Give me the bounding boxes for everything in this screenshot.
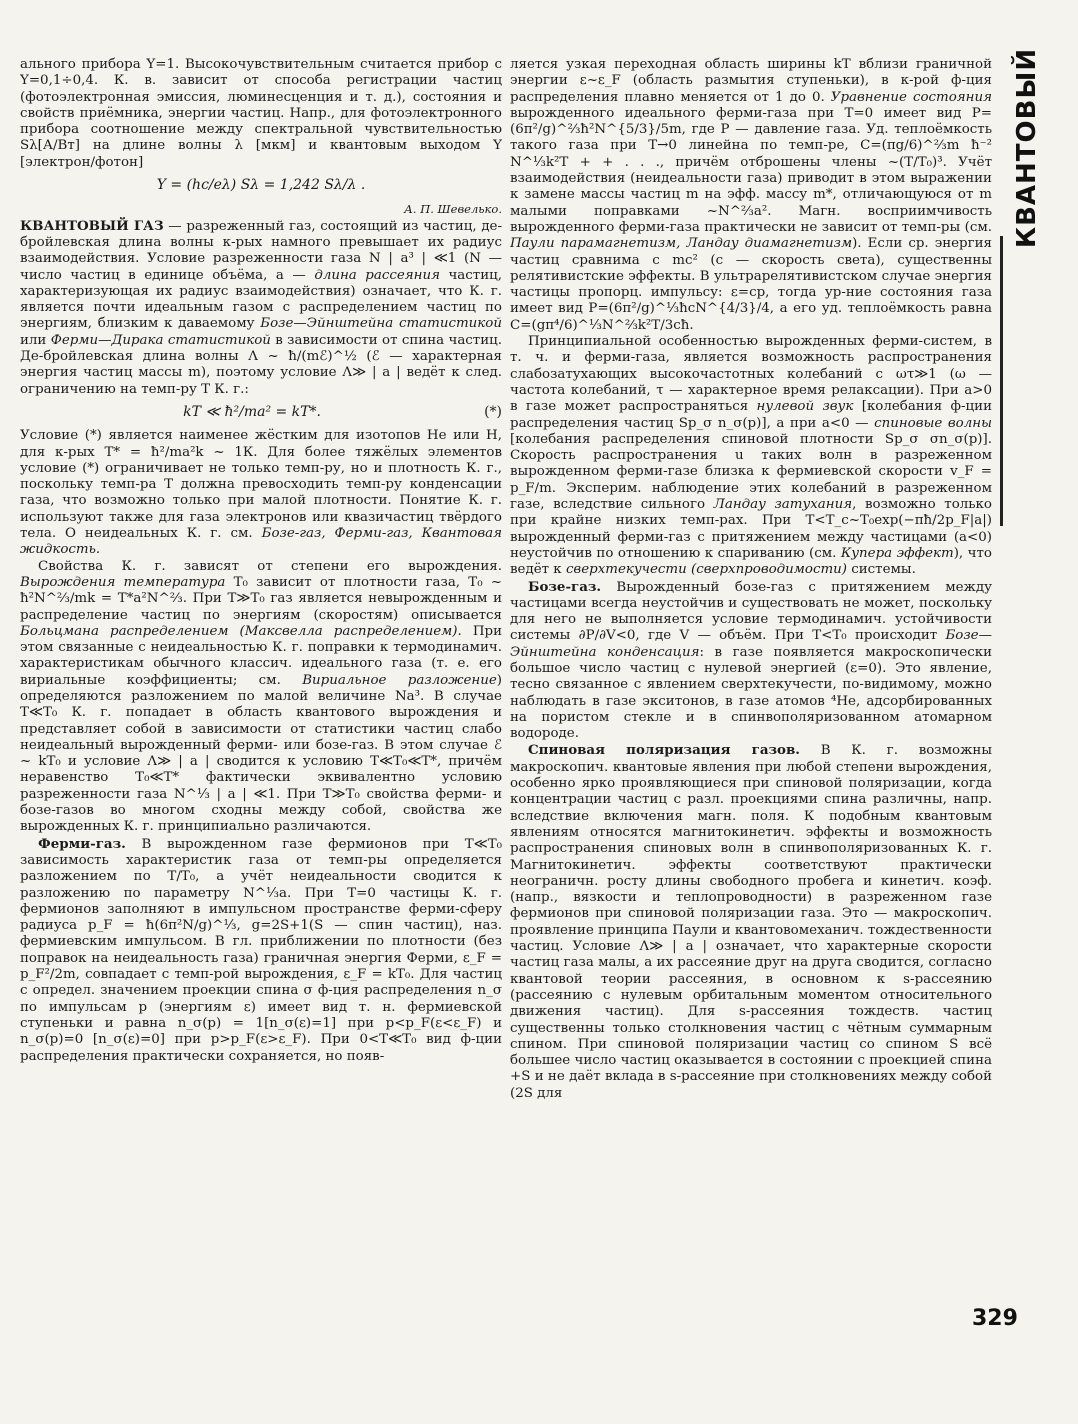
cross-ref: нулевой звук [756, 399, 854, 415]
cross-ref: Паули парамагнетизм, Ландау диамагнетизм [510, 236, 853, 252]
section-bose-gas [510, 579, 992, 743]
cross-ref: Больцмана распределением (Максвелла распределением). [20, 623, 462, 639]
formula-quantum-yield: Y = (hc/eλ) Sλ = 1,242 Sλ/λ . [156, 177, 366, 194]
text: ляется узкая переходная область ширины kT вблизи граничной энергии ε~ε_F (область размытия ступеньки), в к-рой ф-ция распределения плавно меняется от 1 до 0. [510, 57, 992, 105]
cross-ref: Бозе—Эйнштейна конденсация [510, 628, 992, 660]
text: [колебания ф-ции распределения частиц Sp_σ n_σ(p)], а при a<0 — [510, 399, 992, 431]
text: , возможно только при крайне низких темп-рах. При T<T_c~T₀exp(−πħ/2p_F|a|) вырожденный ферми-газ с притяжением между частицами (a<0) неустойчив по отношению к спариванию (см. [510, 497, 992, 561]
text: системы. [847, 562, 916, 578]
cross-ref: Ферми—Дирака статистикой [50, 332, 271, 348]
author-signature: А. П. Шевелько. [404, 202, 502, 217]
section-title: Бозе-газ. [528, 578, 602, 595]
text: или [20, 332, 51, 348]
paragraph [510, 334, 992, 578]
article-quantum-gas [20, 218, 502, 398]
text: : в газе появляется макроскопически большое число частиц с нулевой энергией (ε=0). Это явление, тесно связанное с явлением сверхтекучести, по-видимому, можно наблюдать в газе экситонов, в газе атомов ⁴He, адсорбированных на пористом стекле и в спинвополяризованном атомарном водороде. [510, 644, 992, 742]
section-spin-polarization [510, 742, 992, 1102]
text: ), что ведёт к [510, 545, 992, 578]
cross-ref: Купера эффект [840, 545, 954, 561]
cross-ref: Вырождения температура [20, 574, 226, 590]
paragraph [20, 559, 502, 836]
section-title: Спиновая поляризация газов. [528, 742, 800, 759]
text: Принципиальной особенностью вырожденных ферми-систем, в т. ч. и ферми-газа, является возможность распространения слабозатухающих высокочастотных колебаний с ωτ≫1 (ω — частота колебаний, τ — характерное время релаксации). При a>0 в газе может распространяться [510, 334, 992, 415]
text: ). Если ср. энергия частиц сравнима с mc² (c — скорость света), существенны релятивистские эффекты. В ультрарелятивистском случае энергия частицы пропорц. импульсу: ε=cp, тогда ур-ние состояния газа имеет вид P=(6π²/g)^⅓ħcN^{4/3}/4, а его уд. теплоёмкость равна C=(gπ⁴/6)^⅓N^⅔k²T/3cħ. [510, 236, 992, 333]
text: В К. г. возможны макроскопич. квантовые явления при любой степени вырождения, особенно ярко проявляющиеся при спиновой поляризации, когда концентрации частиц с разл. проекциями спина различны, напр. вследствие включения магн. поля. К подобным квантовым явлениям относятся магнитокинетич. эффекты и возможность распространения спиновых волн в спинвополяризованных К. г. Магнитокинетич. эффекты соответствуют практически неограничн. росту длины свободного пробега и кинетич. коэф. (напр., вязкости и теплопроводности) в разреженном газе фермионов при спиновой поляризации газа. Это — макроскопич. проявление принципа Паули и квантовомеханич. тождественности частиц. Условие Λ≫ | a | означает, что характерные скорости частиц газа малы, а их рассеяние друг на друга сводится, согласно квантовой теории рассеяния, в основном к s-рассеянию (рассеянию с нулевым орбитальным моментом относительного движения частиц). Для s-рассеяния тождеств. частиц существенны только столкновения частиц с чётным суммарным спином. При спиновой поляризации частиц со спином S всё большее число частиц оказывается в состоянии с проекцией спина +S и не даёт вклада в s-рассеяние при столкновениях между собой (2S для [510, 743, 992, 1101]
text: Вырожденный бозе-газ с притяжением между частицами всегда неустойчив и существовать не может, поскольку для него не выполняется условие термодинамич. устойчивости системы ∂P/∂V<0, где V — объём. При T<T₀ происходит [510, 579, 992, 644]
text: T₀ зависит от плотности газа, T₀ ~ ħ²N^⅔/mk = T*a²N^⅔. При T≫T₀ газ является невырожденным и распределение частиц по энергиям (скоростям) описывается [20, 574, 502, 623]
formula-text: kT ≪ ħ²/ma² = kT*. [183, 403, 321, 420]
cross-ref: Ландау затухания [713, 497, 853, 513]
cross-ref: длина рассеяния [314, 267, 440, 283]
formula-temperature-condition [20, 404, 502, 420]
running-head [1003, 47, 1051, 249]
right-column [510, 57, 992, 1357]
text: Свойства К. г. зависят от степени его вырождения. [38, 558, 502, 574]
cross-ref: Бозе—Эйнштейна статистикой [260, 316, 502, 332]
text: вырожденного идеального ферми-газа при T=0 имеет вид P=(6π²/g)^⅔ħ²N^{5/3}/5m, где P — давление газа. Уд. теплоёмкость такого газа при T→0 линейна по темп-ре, C=(πg/6)^⅔m ħ⁻² N^⅓k²T + + . . ., причём отброшены члены ~(T/T₀)³. Учёт взаимодействия (неидеальности газа) приводит в этом выражении к замене массы частиц m на эфф. массу m*, отличающуюся от m малыми поправками ~N^⅔a². Магн. восприимчивость вырожденного ферми-газа практически не зависит от темп-ры (см. [510, 105, 992, 235]
text: Условие (*) является наименее жёстким для изотопов He или H, для к-рых T* = ħ²/ma²k ~ 1К. Для более тяжёлых элементов условие (*) ограничивает не только темп-ру, но и плотность К. г., поскольку темп-ра T должна превосходить темп-ру конденсации газа, что возможно только при малой плотности. Понятие К. г. используют также для газа электронов или квазичастиц твёрдого тела. О неидеальных К. г. см. [20, 428, 502, 542]
text: — разреженный газ, состоящий из частиц, де-бройлевская длина волны к-рых намного превышает их радиус взаимодействия. Условие разреженности газа N | a³ | ≪1 (N — число частиц в единице объёма, a — [20, 218, 502, 283]
edge-rule [1000, 236, 1003, 526]
running-head-text: КВАНТОВЫЙ [1012, 47, 1042, 249]
cross-ref: Уравнение состояния [830, 89, 992, 105]
section-fermi-gas [20, 836, 502, 1065]
text: [колебания распределения спиновой плотности Sp_σ σn_σ(p)]. Скорость распространения u таких волн в разреженном вырожденном ферми-газе близка к фермиевской скорости v_F = p_F/m. Эксперим. наблюдение этих колебаний в разреженном газе, вследствие сильного [510, 431, 992, 513]
paragraph: ального прибора Y=1. Высокочувствительным считается прибор с Y=0,1÷0,4. К. в. зависит от способа регистрации частиц (фотоэлектронная эмиссия, люминесценция и т. д.), состояния и свойств приёмника, энергии частиц. Напр., для фотоэлектронного прибора соотношение между спектральной чувствительностью Sλ[А/Вт] на длине волны λ [мкм] и квантовым выходом Y [электрон/фотон] [20, 57, 502, 170]
text: В вырожденном газе фермионов при T≪T₀ зависимость характеристик газа от темп-ры определяется разложением по T/T₀, а учёт неидеальности сводится к разложению по параметру N^⅓a. При T=0 частицы К. г. фермионов заполняют в импульсном пространстве ферми-сферу радиуса p_F = ħ(6π²N/g)^⅓, g=2S+1(S — спин частиц), наз. фермиевским импульсом. В гл. приближении по плотности (без поправок на неидеальность газа) граничная энергия Ферми, ε_F = p_F²/2m, совпадает с темп-рой вырождения, ε_F = kT₀. Для частиц с определ. значением проекции спина σ ф-ция распределения n_σ по импульсам p (энергиям ε) имеет вид т. н. фермиевской ступеньки и равна n_σ(p) = 1[n_σ(ε)=1] при p<p_F(ε<ε_F) и n_σ(p)=0 [n_σ(ε)=0] при p>p_F(ε>ε_F). При 0<T≪T₀ вид ф-ции распределения практически сохраняется, но появ- [20, 836, 502, 1064]
paragraph [20, 428, 502, 558]
paragraph [510, 57, 992, 334]
text: ) определяются разложением по малой величине Na³. В случае T≪T₀ К. г. попадает в область квантового вырождения и представляет собой в зависимости от статистики частиц слабо неидеальный вырожденный ферми- или бозе-газ. В этом случае ℰ ~ kT₀ и условие Λ≫ | a | сводится к условию T≪T₀≪T*, причём неравенство T₀≪T* фактически эквивалентно условию разреженности газа N^⅓ | a | ≪1. При T≫T₀ свойства ферми- и бозе-газов во многом сходны между собой, свойства же вырожденных К. г. принципиально различаются. [20, 672, 502, 835]
cross-ref: спиновые волны [874, 415, 992, 431]
left-column [20, 57, 502, 1357]
text: в зависимости от спина частиц. Де-бройлевская длина волны Λ ~ ħ/(mℰ)^½ (ℰ — характерная энергия частиц массы m), поэтому условие Λ≫ | a | ведёт к след. ограничению на темп-ру T К. г.: [20, 332, 502, 397]
cross-ref: Вириальное разложение [302, 672, 497, 688]
formula-tag: (*) [484, 403, 502, 420]
section-title: Ферми-газ. [38, 835, 126, 852]
cross-ref: Бозе-газ, Ферми-газ, Квантовая жидкость. [20, 526, 502, 558]
text: При этом связанные с неидеальностью К. г. поправки к термодинамич. характеристикам обычного классич. идеального газа (т. е. его вириальные коэффициенты; см. [20, 623, 502, 688]
page-number: 329 [972, 1306, 1018, 1331]
text: частиц, характеризующая их радиус взаимодействия) означает, что К. г. является почти идеальным газом с распределением частиц по энергиям, близким к даваемому [20, 267, 502, 332]
cross-ref: сверхтекучести (сверхпроводимости) [565, 562, 847, 578]
article-title: КВАНТОВЫЙ ГАЗ [20, 217, 164, 234]
